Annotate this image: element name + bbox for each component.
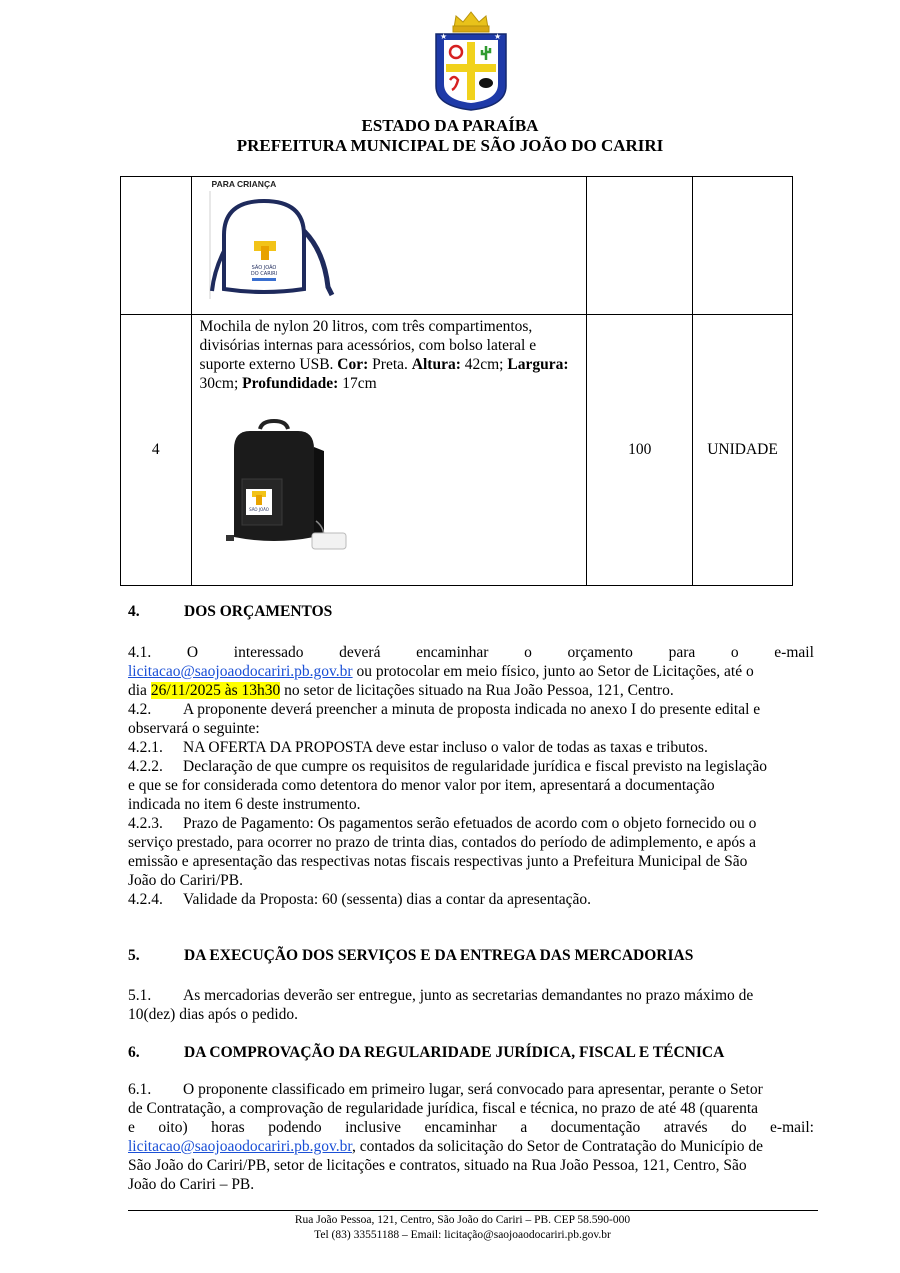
p41-line3: dia 26/11/2025 às 13h30 no setor de licitações situado na Rua João Pessoa, 121, Centro. bbox=[128, 682, 674, 699]
p42-line2: observará o seguinte: bbox=[128, 720, 260, 737]
item-cell bbox=[121, 177, 192, 315]
quantity-cell bbox=[587, 177, 693, 315]
deadline-highlight: 26/11/2025 às 13h30 bbox=[150, 682, 281, 699]
p423-line4: João do Cariri/PB. bbox=[128, 872, 243, 889]
svg-text:SÃO JOÃO: SÃO JOÃO bbox=[248, 507, 269, 512]
footer-divider bbox=[128, 1210, 818, 1211]
p421: 4.2.1. NA OFERTA DA PROPOSTA deve estar incluso o valor de todas as taxas e tributos. bbox=[128, 739, 708, 756]
section-6-body: 6.1. O proponente classificado em primeiro lugar, será convocado para apresentar, perante o Setor de Contratação, a comprovação de regularidade jurídica, fiscal e técnica, no prazo de até 48 (quarenta e oito) horas podendo inclusive encaminhar a documentação através do e-mail: licitacao@saojoaodocariri.pb.gov.br, contados da solicitação do Setor de Contratação do Município de São João do Cariri/PB, setor de licitações e contratos, situado na Rua João Pessoa, 121, Centro, São João do Cariri – PB. bbox=[128, 1081, 814, 1193]
p41-line2: licitacao@saojoaodocariri.pb.gov.br ou protocolar em meio físico, junto ao Setor de Licitações, até o bbox=[128, 663, 754, 680]
svg-text:★: ★ bbox=[494, 32, 502, 41]
table-row bbox=[121, 177, 793, 315]
p422-line2: e que se for considerada como detentora do menor valor por item, apresentará a documentação bbox=[128, 777, 715, 794]
item-description: Mochila de nylon 20 litros, com três compartimentos, divisórias internas para acessórios, com bolso lateral e suporte externo USB. Cor: Preta. Altura: 42cm; Largura: 30cm; Profundidade: 17cm SÃO JOÃO bbox=[191, 315, 587, 586]
email-link[interactable]: licitacao@saojoaodocariri.pb.gov.br bbox=[128, 1138, 352, 1155]
section-6-heading: 6. DA COMPROVAÇÃO DA REGULARIDADE JURÍDICA, FISCAL E TÉCNICA bbox=[128, 1044, 725, 1061]
p422-line1: 4.2.2. Declaração de que cumpre os requisitos de regularidade jurídica e fiscal previsto na legislação bbox=[128, 758, 768, 775]
item-number: 4 bbox=[121, 315, 192, 586]
footer-address: Rua João Pessoa, 121, Centro, São João do Cariri – PB. CEP 58.590-000 bbox=[294, 1214, 631, 1226]
description-cell bbox=[191, 177, 587, 315]
section-4-body bbox=[128, 643, 814, 909]
svg-text:★: ★ bbox=[440, 32, 448, 41]
section-5-body: 5.1. As mercadorias deverão ser entregue, junto as secretarias demandantes no prazo máximo de 10(dez) dias após o pedido. bbox=[128, 987, 754, 1023]
section-5-heading: 5. DA EXECUÇÃO DOS SERVIÇOS E DA ENTREGA DAS MERCADORIAS bbox=[128, 947, 694, 964]
p42-line1: 4.2. A proponente deverá preencher a minuta de proposta indicada no anexo I do presente edital e bbox=[128, 701, 761, 718]
footer-contact: Tel (83) 33551188 – Email: licitação@saojoaodocariri.pb.gov.br bbox=[314, 1229, 611, 1241]
product-image-label: PARA CRIANÇA bbox=[211, 179, 277, 189]
p423-line1: 4.2.3. Prazo de Pagamento: Os pagamentos serão efetuados de acordo com o objeto fornecido ou o bbox=[128, 815, 757, 832]
p41-line1: 4.1. O interessado deverá encaminhar o orçamento para o e-mail bbox=[128, 644, 814, 661]
white-backpack-image bbox=[206, 191, 336, 299]
header-state: ESTADO DA PARAÍBA bbox=[361, 116, 539, 135]
items-table bbox=[120, 176, 793, 586]
p423-line3: emissão e apresentação das respectivas notas fiscais respectivas junto a Prefeitura Municipal de São bbox=[128, 853, 748, 870]
item-unit: UNIDADE bbox=[693, 315, 793, 586]
item-quantity: 100 bbox=[587, 315, 693, 586]
coat-of-arms-logo bbox=[430, 8, 512, 112]
black-backpack-image bbox=[220, 419, 350, 553]
table-row bbox=[121, 315, 793, 586]
p424: 4.2.4. Validade da Proposta: 60 (sessenta) dias a contar da apresentação. bbox=[128, 891, 592, 908]
svg-text:SÃO JOÃO: SÃO JOÃO bbox=[251, 265, 276, 271]
section-4-heading: 4. DOS ORÇAMENTOS bbox=[128, 603, 333, 620]
unit-cell bbox=[693, 177, 793, 315]
svg-text:DO CARIRI: DO CARIRI bbox=[250, 271, 277, 277]
p423-line2: serviço prestado, para ocorrer no prazo de trinta dias, contados do período de adimplemento, e após a bbox=[128, 834, 756, 851]
email-link[interactable]: licitacao@saojoaodocariri.pb.gov.br bbox=[128, 663, 353, 680]
p422-line3: indicada no item 6 deste instrumento. bbox=[128, 796, 361, 813]
header-city-hall: PREFEITURA MUNICIPAL DE SÃO JOÃO DO CARIRI bbox=[236, 136, 664, 155]
